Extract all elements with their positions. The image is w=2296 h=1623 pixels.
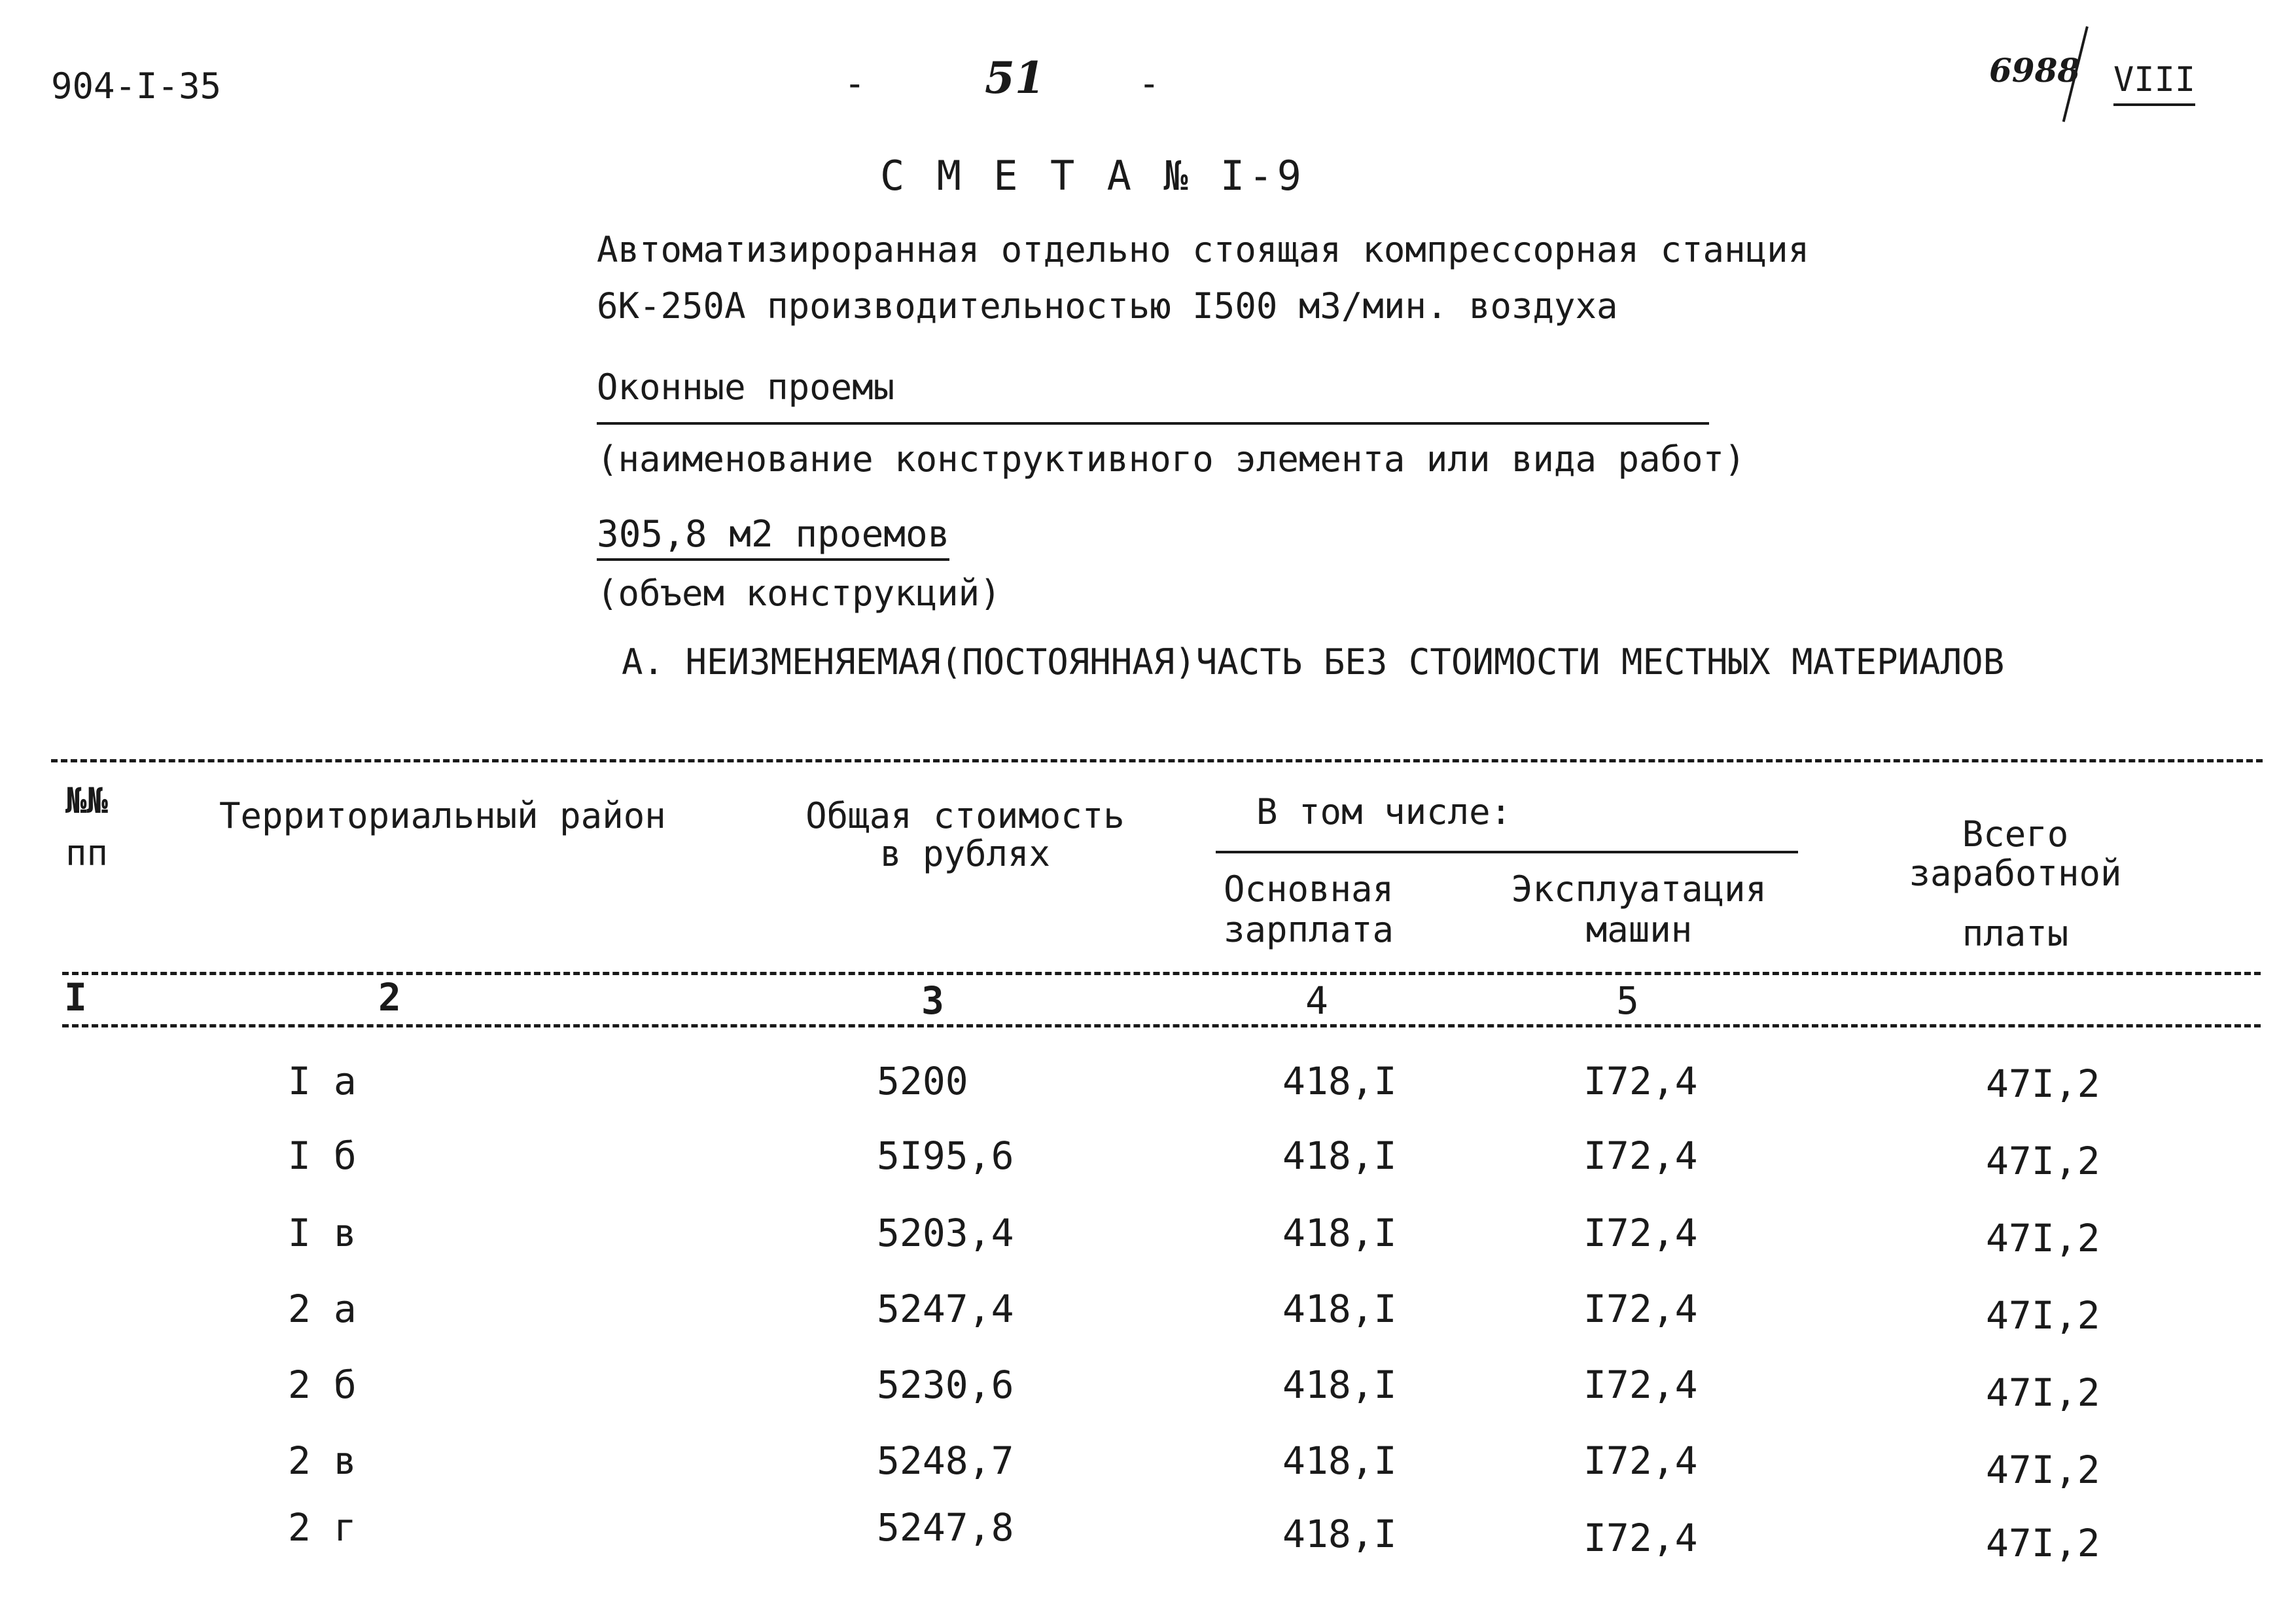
salary-cell: 418,I — [1282, 1363, 1397, 1407]
cost-cell: 5247,8 — [877, 1505, 1014, 1550]
header-cost-l2: в рублях — [879, 833, 1051, 874]
header-including-underline — [1216, 851, 1798, 853]
dash-left: - — [844, 63, 866, 104]
machines-cell: I72,4 — [1583, 1133, 1698, 1178]
column-number-4: 4 — [1305, 978, 1328, 1023]
section-title: А. НЕИЗМЕНЯЕМАЯ(ПОСТОЯННАЯ)ЧАСТЬ БЕЗ СТОИМОСТИ МЕСТНЫХ МАТЕРИАЛОВ — [622, 641, 2005, 683]
element-caption: (наименование конструктивного элемента или вида работ) — [597, 438, 1746, 480]
cost-cell: 5247,4 — [877, 1287, 1014, 1331]
cost-cell: 5230,6 — [877, 1363, 1014, 1407]
header-machines-l1: Эксплуатация — [1511, 868, 1767, 910]
element-name: Оконные проемы — [597, 366, 895, 408]
header-cost-l1: Общая стоимость — [805, 795, 1125, 836]
volume-caption: (объем конструкций) — [597, 573, 1001, 614]
header-number-l2: пп — [65, 832, 109, 874]
cost-cell: 5248,7 — [877, 1438, 1014, 1483]
region-cell: 2 а — [288, 1287, 357, 1331]
page-number: 51 — [985, 52, 1045, 103]
total-cell: 47I,2 — [1986, 1216, 2100, 1260]
column-number-3: 3 — [921, 978, 944, 1023]
region-cell: 2 г — [288, 1505, 357, 1550]
column-number-5: 5 — [1616, 978, 1639, 1023]
salary-cell: 418,I — [1282, 1438, 1397, 1483]
header-salary-l2: зарплата — [1223, 909, 1394, 950]
salary-cell: 418,I — [1282, 1287, 1397, 1331]
machines-cell: I72,4 — [1583, 1287, 1698, 1331]
region-cell: 2 б — [288, 1363, 357, 1407]
header-region: Территориальный район — [219, 795, 666, 836]
total-cell: 47I,2 — [1986, 1139, 2100, 1183]
total-cell: 47I,2 — [1986, 1448, 2100, 1492]
machines-cell: I72,4 — [1583, 1516, 1698, 1560]
volume-value: 305,8 м2 проемов — [597, 513, 949, 561]
table-top-border — [51, 759, 2263, 762]
document-code: 904-I-35 — [51, 65, 222, 107]
cost-cell: 5203,4 — [877, 1211, 1014, 1255]
column-number-border — [62, 1024, 2261, 1027]
header-total-l2: заработной — [1909, 853, 2122, 894]
salary-cell: 418,I — [1282, 1512, 1397, 1556]
machines-cell: I72,4 — [1583, 1059, 1698, 1103]
description-line-1: Автоматизироранная отдельно стоящая компрессорная станция — [597, 229, 1810, 270]
header-number-l1: №№ — [65, 780, 109, 821]
dash-right: - — [1139, 63, 1160, 104]
salary-cell: 418,I — [1282, 1133, 1397, 1178]
archive-number: 6988 — [1989, 51, 2081, 90]
total-cell: 47I,2 — [1986, 1521, 2100, 1565]
header-salary-l1: Основная — [1223, 868, 1394, 910]
header-total-l3: платы — [1962, 913, 2069, 954]
machines-cell: I72,4 — [1583, 1363, 1698, 1407]
header-machines-l2: машин — [1585, 909, 1693, 950]
column-number-1: I — [64, 975, 87, 1020]
salary-cell: 418,I — [1282, 1059, 1397, 1103]
region-cell: I б — [288, 1133, 357, 1178]
cost-cell: 5200 — [877, 1059, 968, 1103]
description-line-2: 6К-250А производительностью I500 м3/мин. воздуха — [597, 285, 1618, 327]
region-cell: I в — [288, 1211, 357, 1255]
estimate-title: С М Е Т А № I-9 — [880, 152, 1305, 200]
header-including: В том числе: — [1256, 791, 1512, 832]
region-cell: I а — [288, 1059, 357, 1103]
salary-cell: 418,I — [1282, 1211, 1397, 1255]
cost-cell: 5I95,6 — [877, 1133, 1014, 1178]
machines-cell: I72,4 — [1583, 1211, 1698, 1255]
column-number-2: 2 — [378, 975, 401, 1020]
machines-cell: I72,4 — [1583, 1438, 1698, 1483]
total-cell: 47I,2 — [1986, 1293, 2100, 1338]
total-cell: 47I,2 — [1986, 1370, 2100, 1415]
region-cell: 2 в — [288, 1438, 357, 1483]
header-total-l1: Всего — [1962, 813, 2069, 855]
element-name-underline — [597, 422, 1709, 425]
total-cell: 47I,2 — [1986, 1061, 2100, 1106]
archive-volume: VIII — [2113, 60, 2195, 106]
